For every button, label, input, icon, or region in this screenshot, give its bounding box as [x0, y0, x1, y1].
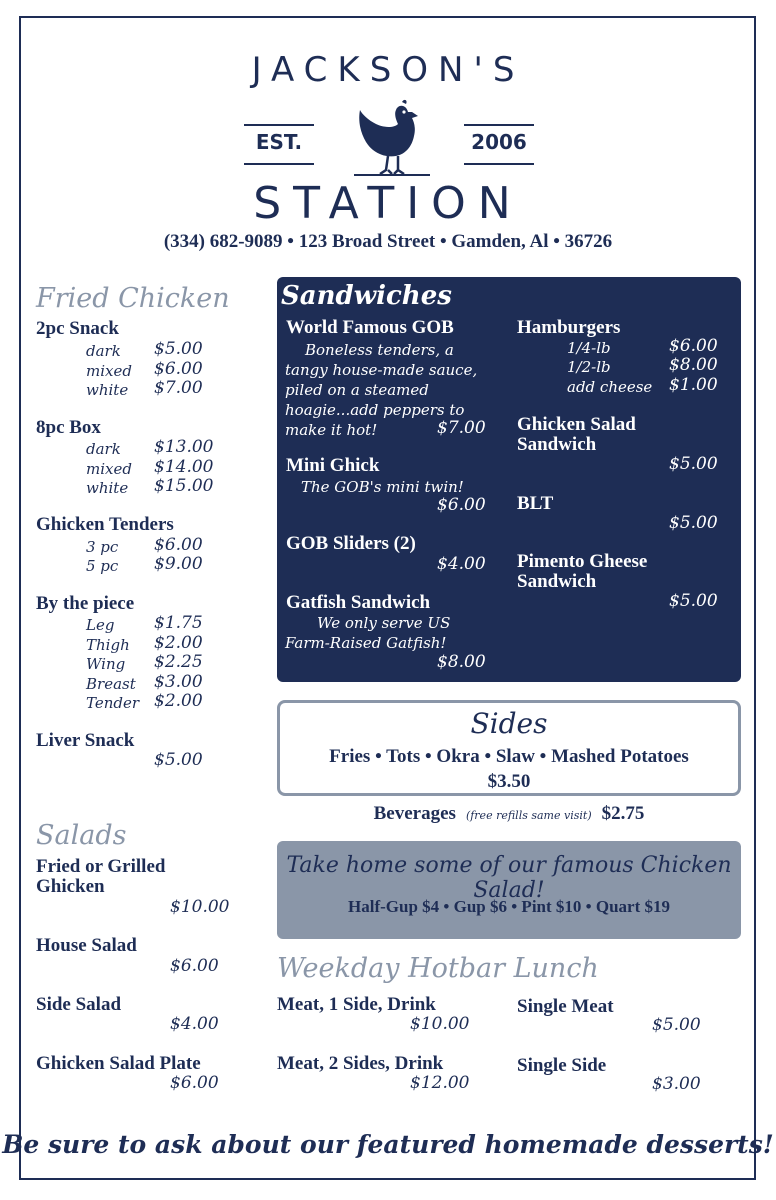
sandwiches-panel [277, 277, 741, 682]
option-price: $8.00 [669, 355, 718, 375]
option-price: $13.00 [154, 437, 214, 457]
sandwiches-title: Sandwiches [281, 281, 452, 311]
option-price: $14.00 [154, 457, 214, 477]
option-price: $2.25 [154, 652, 203, 672]
sides-price: $3.50 [487, 771, 531, 792]
menu-item-price: $6.00 [170, 1073, 219, 1093]
menu-item-price: $6.00 [170, 956, 219, 976]
menu-item-name: Meat, 1 Side, Drink [277, 994, 436, 1015]
header-rule [464, 163, 534, 165]
option-price: $2.00 [154, 633, 203, 653]
menu-item-name: Mini Ghick [286, 455, 380, 476]
brand-name-top: JACKSON'S [251, 50, 525, 90]
take-home-panel [277, 841, 741, 939]
option-price: $15.00 [154, 476, 214, 496]
option-label: white [86, 479, 129, 497]
menu-item-price: $10.00 [170, 897, 230, 917]
option-price: $2.00 [154, 691, 203, 711]
option-label: 5 pc [86, 557, 119, 575]
beverages-price: $2.75 [601, 803, 645, 824]
option-label: Wing [86, 655, 126, 673]
menu-item-price: $5.00 [669, 454, 718, 474]
lunch-title: Weekday Hotbar Lunch [277, 953, 599, 984]
sides-title: Sides [470, 707, 548, 740]
brand-name-bottom: STATION [253, 178, 523, 229]
fried-chicken-title: Fried Chicken [36, 283, 230, 314]
option-label: add cheese [567, 378, 653, 396]
established-label: EST. [255, 130, 303, 154]
menu-item-price: $12.00 [410, 1073, 470, 1093]
footer-note: Be sure to ask about our featured homemade desserts! [2, 1130, 774, 1159]
beverages-note: (free refills same visit) [465, 809, 592, 822]
take-home-list: Half-Gup $4 • Gup $6 • Pint $10 • Quart $19 [348, 897, 670, 916]
menu-item-name: Single Side [517, 1055, 607, 1076]
header-rule [244, 163, 314, 165]
take-home-title: Take home some of our famous Chicken Salad! [286, 853, 732, 903]
option-label: dark [86, 342, 121, 360]
menu-item-name: House Salad [36, 935, 137, 956]
option-price: $3.00 [154, 672, 203, 692]
menu-item-name: Fried or Grilled Ghicken [36, 856, 166, 897]
menu-item-name: Side Salad [36, 994, 122, 1015]
menu-item-name: 2pc Snack [36, 318, 119, 339]
option-label: 1/4-lb [567, 339, 611, 357]
menu-item-name: Pimento Gheese Sandwich [517, 551, 648, 592]
menu-item-price: $10.00 [410, 1014, 470, 1034]
option-label: 3 pc [86, 538, 119, 556]
contact-info: (334) 682-9089 • 123 Broad Street • Gamden, Al • 36726 [163, 231, 613, 252]
menu-item-price: $7.00 [437, 418, 486, 438]
sides-panel [277, 700, 741, 796]
menu-item-name: Liver Snack [36, 730, 135, 751]
menu-item-description: We only serve US Farm-Raised Gatfish! [285, 614, 451, 652]
menu-item-name: Hamburgers [517, 317, 621, 338]
menu-item-price: $6.00 [437, 495, 486, 515]
salads-title: Salads [36, 820, 127, 851]
menu-item-name: Meat, 2 Sides, Drink [277, 1053, 444, 1074]
menu-item-price: $3.00 [652, 1074, 701, 1094]
option-label: white [86, 381, 129, 399]
option-label: mixed [86, 460, 132, 478]
beverages-line [277, 803, 741, 825]
option-price: $6.00 [669, 336, 718, 356]
option-label: Breast [86, 675, 136, 693]
option-price: $1.75 [154, 613, 203, 633]
menu-item-name: BLT [517, 493, 554, 514]
hen-logo-icon [354, 98, 430, 180]
menu-item-name: Ghicken Tenders [36, 514, 174, 535]
menu-item-description: The GOB's mini twin! [301, 478, 464, 496]
menu-item-name: Ghicken Salad Sandwich [517, 414, 636, 455]
menu-item-price: $5.00 [669, 591, 718, 611]
option-price: $7.00 [154, 378, 203, 398]
menu-item-name: 8pc Box [36, 417, 101, 438]
menu-item-name: GOB Sliders (2) [286, 533, 416, 554]
menu-item-price: $5.00 [154, 750, 203, 770]
menu-item-description: Boneless tenders, a tangy house-made sauce, piled on a steamed hoagie...add peppers to make it hot! [285, 341, 478, 439]
menu-item-price: $5.00 [652, 1015, 701, 1035]
header-rule [464, 124, 534, 126]
established-year: 2006 [471, 130, 527, 154]
menu-item-name: Gatfish Sandwich [286, 592, 431, 613]
option-price: $1.00 [669, 375, 718, 395]
option-label: dark [86, 440, 121, 458]
menu-item-price: $4.00 [170, 1014, 219, 1034]
menu-item-price: $8.00 [437, 652, 486, 672]
option-price: $6.00 [154, 359, 203, 379]
menu-item-name: Single Meat [517, 996, 614, 1017]
option-price: $5.00 [154, 339, 203, 359]
menu-item-price: $4.00 [437, 554, 486, 574]
option-label: 1/2-lb [567, 358, 611, 376]
option-label: Leg [86, 616, 115, 634]
option-label: mixed [86, 362, 132, 380]
option-label: Tender [86, 694, 140, 712]
menu-item-price: $5.00 [669, 513, 718, 533]
option-label: Thigh [86, 636, 130, 654]
sides-list: Fries • Tots • Okra • Slaw • Mashed Potatoes [329, 746, 689, 767]
header-rule [244, 124, 314, 126]
menu-item-name: World Famous GOB [286, 317, 454, 338]
beverages-label: Beverages [373, 803, 456, 824]
menu-item-name: By the piece [36, 593, 135, 614]
menu-item-name: Ghicken Salad Plate [36, 1053, 201, 1074]
option-price: $9.00 [154, 554, 203, 574]
option-price: $6.00 [154, 535, 203, 555]
